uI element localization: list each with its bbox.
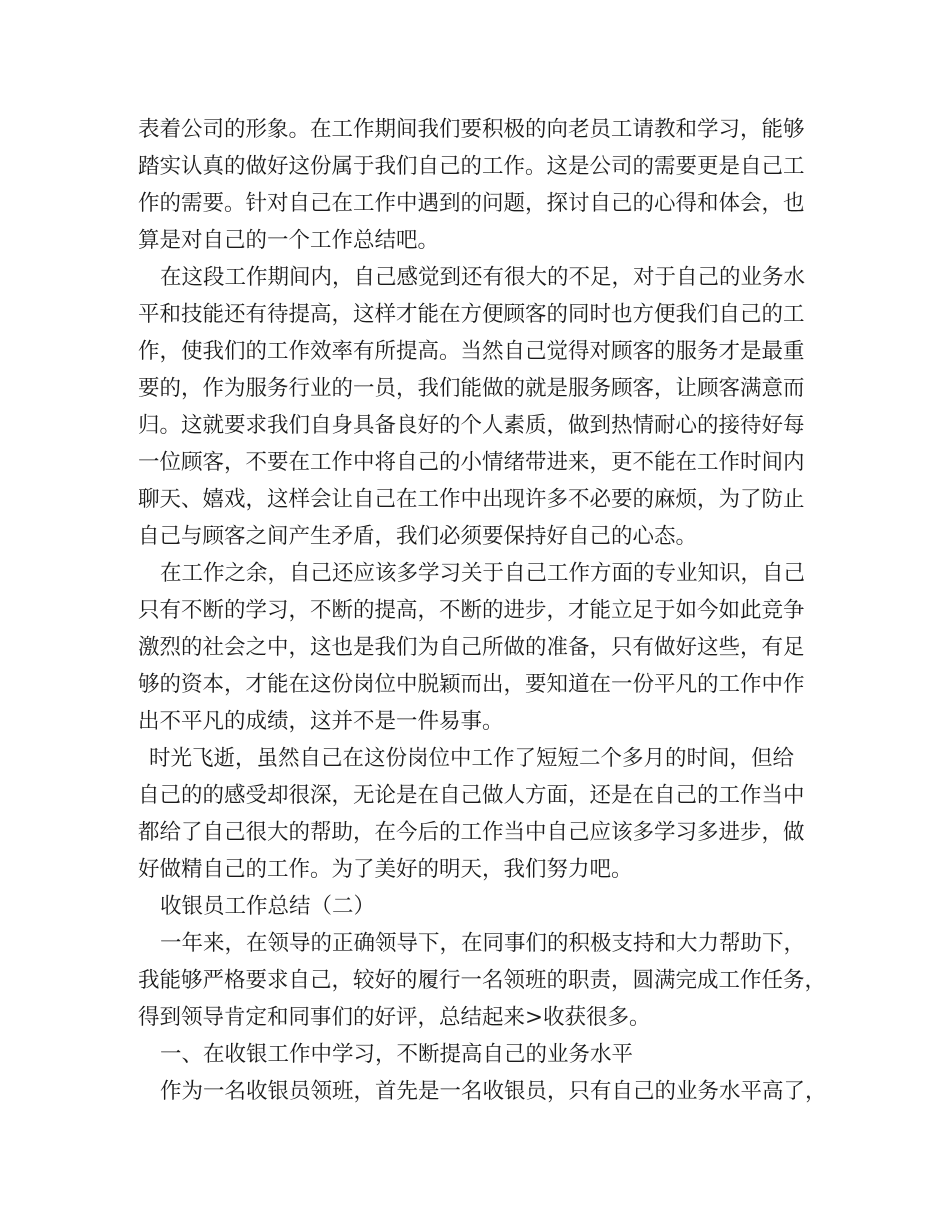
text-line: 作的需要。针对自己在工作中遇到的问题，探讨自己的心得和体会，也: [138, 191, 805, 216]
text-line: 表着公司的形象。在工作期间我们要积极的向老员工请教和学习，能够: [138, 117, 805, 142]
text-line: 要的，作为服务行业的一员，我们能做的就是服务顾客，让顾客满意而: [138, 376, 805, 401]
document-body: [138, 111, 838, 1110]
text-line: 踏实认真的做好这份属于我们自己的工作。这是公司的需要更是自己工: [138, 154, 805, 179]
text-line: 在这段工作期间内，自己感觉到还有很大的不足，对于自己的业务水: [160, 265, 806, 290]
text-line: 聊天、嬉戏，这样会让自己在工作中出现许多不必要的麻烦，为了防止: [138, 487, 805, 512]
text-line: 自己与顾客之间产生矛盾，我们必须要保持好自己的心态。: [138, 524, 698, 549]
text-line: 自己的的感受却很深，无论是在自己做人方面，还是在自己的工作当中: [138, 783, 805, 808]
text-line: 好做精自己的工作。为了美好的明天，我们努力吧。: [138, 857, 633, 882]
text-line: 一、在收银工作中学习，不断提高自己的业务水平: [160, 1042, 634, 1067]
text-line: 一位顾客，不要在工作中将自己的小情绪带进来，更不能在工作时间内: [138, 450, 805, 475]
text-line: 都给了自己很大的帮助，在今后的工作当中自己应该多学习多进步，做: [138, 820, 805, 845]
text-line: 一年来，在领导的正确领导下，在同事们的积极支持和大力帮助下，: [160, 931, 806, 956]
text-line: 出不平凡的成绩，这并不是一件易事。: [138, 709, 504, 734]
text-line: 算是对自己的一个工作总结吧。: [138, 228, 440, 253]
text-line: 够的资本，才能在这份岗位中脱颖而出，要知道在一份平凡的工作中作: [138, 672, 805, 697]
text-line: 时光飞逝，虽然自己在这份岗位中工作了短短二个多月的时间，但给: [149, 746, 795, 771]
text-line: 收银员工作总结（二）: [160, 894, 376, 919]
text-line: 归。这就要求我们自身具备良好的个人素质，做到热情耐心的接待好每: [138, 413, 805, 438]
text-line: 作，使我们的工作效率有所提高。当然自己觉得对顾客的服务才是最重: [138, 339, 805, 364]
text-line: 在工作之余，自己还应该多学习关于自己工作方面的专业知识，自己: [160, 561, 806, 586]
text-line: 平和技能还有待提高，这样才能在方便顾客的同时也方便我们自己的工: [138, 302, 805, 327]
text-line: 激烈的社会之中，这也是我们为自己所做的准备，只有做好这些，有足: [138, 635, 805, 660]
text-line: 只有不断的学习，不断的提高，不断的进步，才能立足于如今如此竞争: [138, 598, 805, 623]
text-line: 我能够严格要求自己，较好的履行一名领班的职责，圆满完成工作任务，: [138, 968, 827, 993]
text-line: 作为一名收银员领班，首先是一名收银员，只有自己的业务水平高了，: [160, 1079, 827, 1104]
text-line: 得到领导肯定和同事们的好评，总结起来>收获很多。: [138, 1005, 651, 1030]
